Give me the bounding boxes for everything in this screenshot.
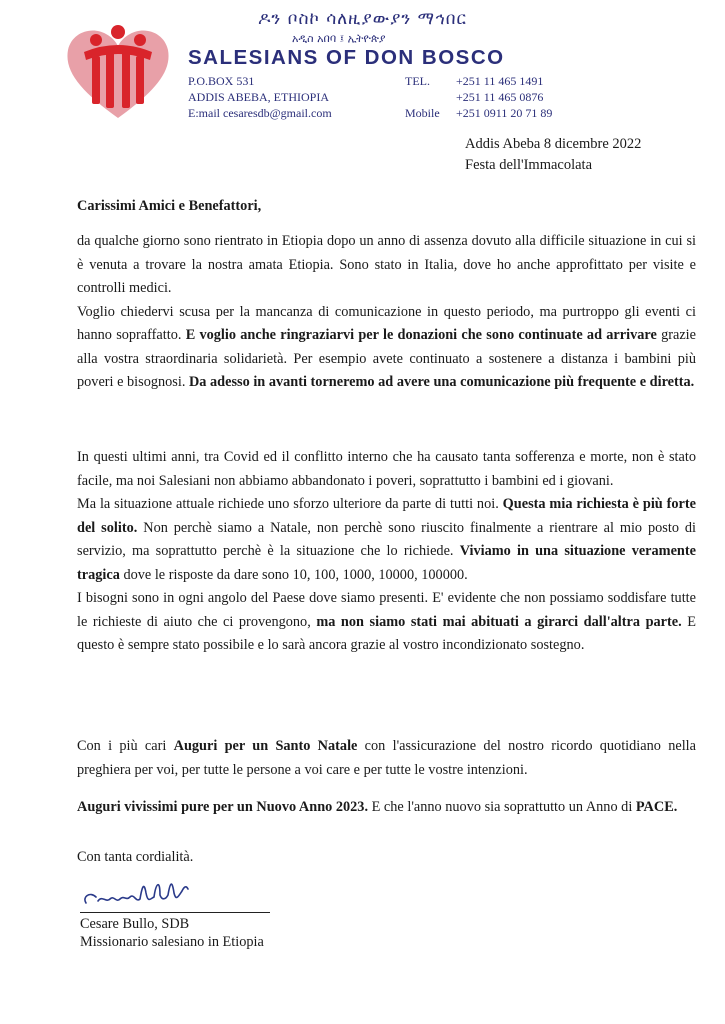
email: E:mail cesaresdb@gmail.com [188,106,332,120]
handwritten-signature [80,873,270,913]
amharic-city: አዲስ አበባ ፤ ኢትዮጵያ [292,32,386,45]
phone-numbers [456,73,552,121]
salutation: Carissimi Amici e Benefattori, [77,198,262,214]
signer-name: Cesare Bullo, SDB [80,916,190,932]
phone-labels [405,73,440,121]
salesian-logo [62,22,174,122]
org-name: SALESIANS OF DON BOSCO [188,46,505,69]
closing: Con tanta cordialità. [77,849,194,865]
mobile-number: +251 0911 20 71 89 [456,106,553,120]
paragraph-1 [77,230,696,395]
p1-a: da qualche giorno sono rientrato in Etiopia dopo un anno di assenza dovuto alla difficile situazione in cui si è venuta a trovare la nostra amata Etiopia. Sono stato in Italia, dove ho anche approfittato per visite e controlli medici. [77,233,696,296]
date-block [465,134,641,176]
paragraph-4: Auguri vivissimi pure per un Nuovo Anno 2023. E che l'anno nuovo sia soprattutto un Anno di PACE. [77,799,678,815]
date-place: Addis Abeba 8 dicembre 2022 [465,136,642,152]
p1-b: Voglio chiedervi scusa per la mancanza di comunicazione in questo periodo, ma purtroppo gli eventi ci hanno sopraffatto. E voglio anche ringraziarvi per le donazioni che sono continuate ad arrivare grazie alla vostra straordinaria solidarietà. Per esempio avete continuato a sostenere a distanza i bambini più poveri e bisognosi. Da adesso in avanti torneremo ad avere una comunicazione più frequente e diretta. [77,303,696,390]
tel1: +251 11 465 1491 [456,74,544,88]
pobox: P.O.BOX 531 [188,74,255,88]
paragraph-2 [77,446,696,658]
signer-role: Missionario salesiano in Etiopia [80,934,264,950]
p2-a: In questi ultimi anni, tra Covid ed il conflitto interno che ha causato tanta sofferenza e morte, non è stato facile, ma noi Salesiani non abbiamo abbandonato i poveri, soprattutto i bambini ed i giovani. [77,449,696,489]
feast: Festa dell'Immacolata [465,157,593,173]
p2-b: Ma la situazione attuale richiede uno sforzo ulteriore da parte di tutti noi. Questa mia richiesta è più forte del solito. Non perchè siamo a Natale, non perchè sono riuscito finalmente a rientrare al mio posto di servizio, ma soprattutto perchè è la situazione che lo richiede. Viviamo in una situazione veramente tragica dove le risposte da dare sono 10, 100, 1000, 10000, 100000. [77,496,697,583]
tel-label: TEL. [405,74,430,88]
city: ADDIS ABEBA, ETHIOPIA [188,90,329,104]
signer-block [80,915,264,951]
paragraph-3: Con i più cari Auguri per un Santo Natale con l'assicurazione del nostro ricordo quotidiano nella preghiera per voi, per tutte le persone a voi care e per tutte le vostre intenzioni. [77,738,696,778]
signature-line [80,912,270,913]
postal-address [188,73,332,121]
tel2: +251 11 465 0876 [456,90,544,104]
mobile-label: Mobile [405,106,440,120]
amharic-org-name: ዶን ቦስኮ ሳለዚያውያን ማኅበር [258,9,467,29]
p2-c: I bisogni sono in ogni angolo del Paese dove siamo presenti. E' evidente che non possiamo soddisfare tutte le richieste di aiuto che ci provengono, ma non siamo stati mai abituati a girarci dall'altra parte. E questo è sempre stato possibile e lo sarà ancora grazie al vostro incondizionato sostegno. [77,590,697,653]
